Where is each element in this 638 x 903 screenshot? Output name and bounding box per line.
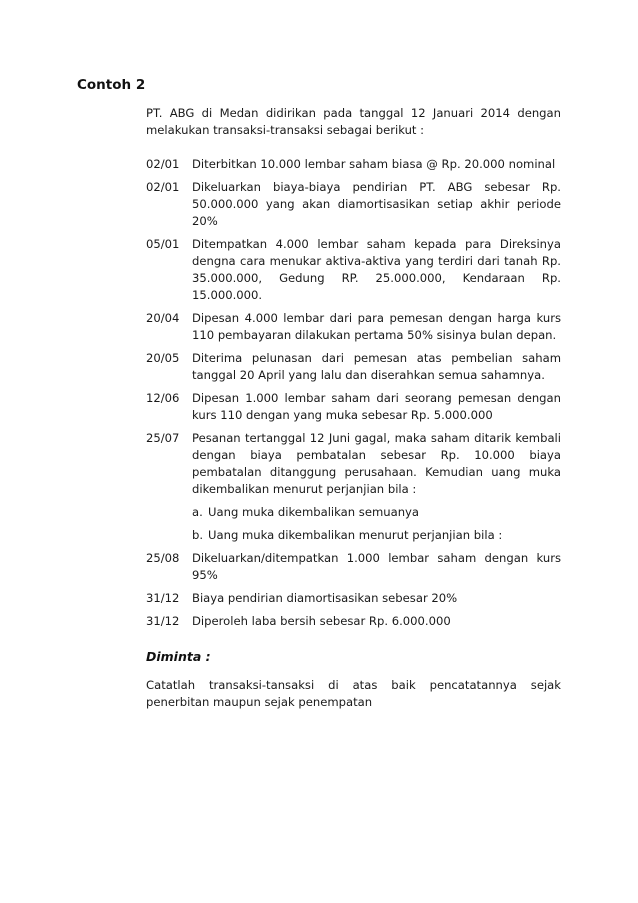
option-text: Uang muka dikembalikan menurut perjanjian bila : [208, 528, 503, 542]
transaction-date: 02/01 [146, 157, 180, 171]
transaction-text: Pesanan tertanggal 12 Juni gagal, maka saham ditarik kembali dengan biaya pembatalan sebesar Rp. 10.000 biaya pembatalan ditanggung perusahaan. Kemudian uang muka dikembalikan menurut perjanjian bila : [192, 431, 561, 496]
transaction-date: 02/01 [146, 180, 180, 194]
transaction-text: Diterima pelunasan dari pemesan atas pembelian saham tanggal 20 April yang lalu dan diserahkan semua sahamnya. [192, 351, 561, 382]
transaction-entry [146, 310, 561, 344]
transaction-text: Dikeluarkan biaya-biaya pendirian PT. ABG sebesar Rp. 50.000.000 yang akan diamortisasikan setiap akhir periode 20% [192, 180, 561, 228]
option-item [192, 527, 561, 544]
transaction-entry [146, 179, 561, 230]
example-heading: Contoh 2 [77, 77, 146, 93]
option-item [192, 504, 561, 521]
transaction-text: Dipesan 4.000 lembar dari para pemesan dengan harga kurs 110 pembayaran dilakukan pertama 50% sisinya bulan depan. [192, 311, 561, 342]
transaction-date: 12/06 [146, 391, 180, 405]
diminta-heading: Diminta : [146, 649, 211, 664]
transaction-text: Dipesan 1.000 lembar saham dari seorang pemesan dengan kurs 110 dengan yang muka sebesar Rp. 5.000.000 [192, 391, 561, 422]
option-text: Uang muka dikembalikan semuanya [208, 505, 420, 519]
transaction-entry [146, 613, 561, 630]
transaction-text: Diterbitkan 10.000 lembar saham biasa @ Rp. 20.000 nominal [192, 157, 556, 171]
transaction-text: Dikeluarkan/ditempatkan 1.000 lembar saham dengan kurs 95% [192, 551, 561, 582]
content-body [146, 105, 561, 723]
transaction-date: 20/04 [146, 311, 180, 325]
transaction-text: Ditempatkan 4.000 lembar saham kepada para Direksinya dengna cara menukar aktiva-aktiva yang terdiri dari tanah Rp. 35.000.000, Gedung RP. 25.000.000, Kendaraan Rp. 15.000.000. [192, 237, 561, 302]
option-letter: b. [192, 528, 204, 542]
transaction-entry [146, 430, 561, 498]
refund-options [192, 504, 561, 544]
transaction-date: 31/12 [146, 614, 180, 628]
transaction-list [146, 156, 561, 630]
transaction-entry [146, 550, 561, 584]
transaction-text: Biaya pendirian diamortisasikan sebesar 20% [192, 591, 458, 605]
instruction-paragraph: Catatlah transaksi-tansaksi di atas baik pencatatannya sejak penerbitan maupun sejak penempatan [146, 678, 561, 709]
transaction-entry [146, 350, 561, 384]
transaction-entry [146, 236, 561, 304]
intro-paragraph: PT. ABG di Medan didirikan pada tanggal 12 Januari 2014 dengan melakukan transaksi-transaksi sebagai berikut : [146, 106, 561, 137]
transaction-entry [146, 156, 561, 173]
transaction-date: 31/12 [146, 591, 180, 605]
transaction-entry [146, 390, 561, 424]
transaction-date: 05/01 [146, 237, 180, 251]
transaction-date: 25/07 [146, 431, 180, 445]
transaction-text: Diperoleh laba bersih sebesar Rp. 6.000.000 [192, 614, 451, 628]
transaction-date: 25/08 [146, 551, 180, 565]
transaction-date: 20/05 [146, 351, 180, 365]
option-letter: a. [192, 505, 203, 519]
transaction-entry [146, 590, 561, 607]
